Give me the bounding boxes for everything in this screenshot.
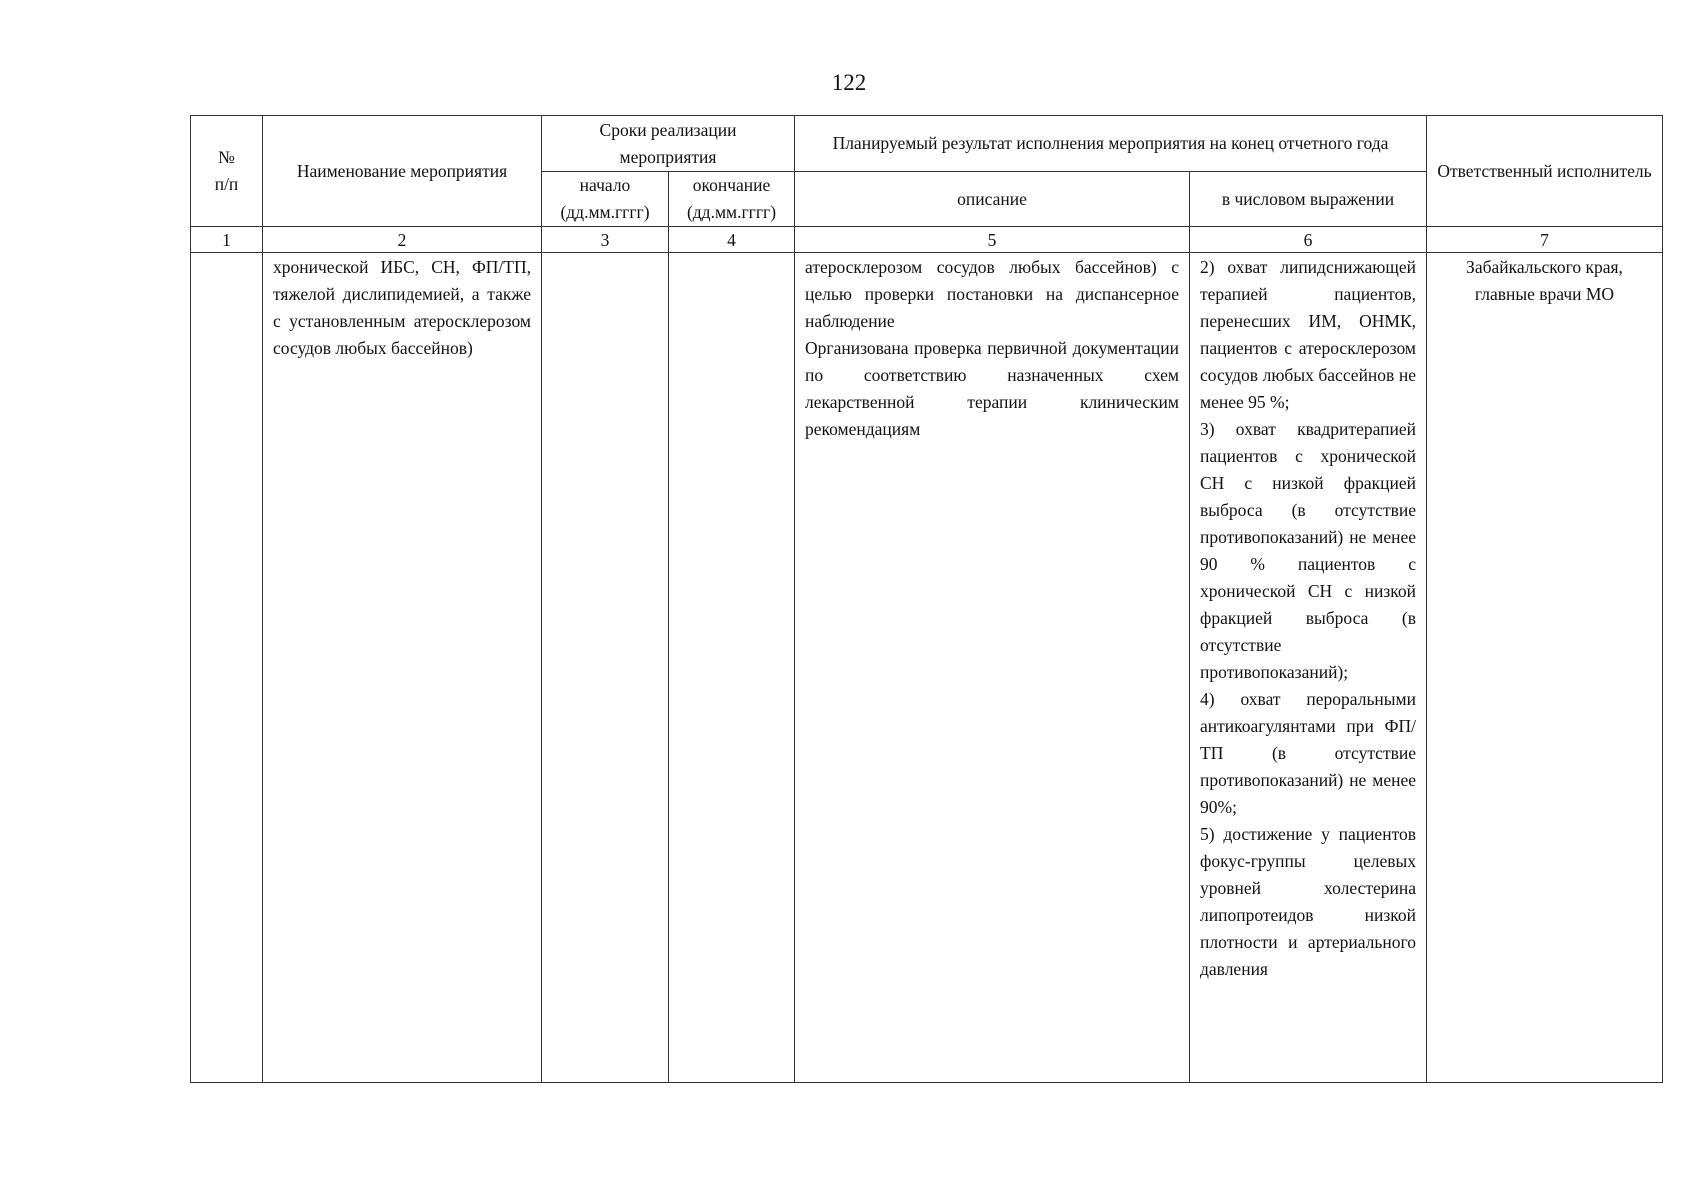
- header-row-top: [191, 116, 1663, 172]
- column-number-1: 1: [191, 227, 263, 253]
- cell-responsible: Забайкальского края, главные врачи МО: [1427, 253, 1663, 1083]
- header-numeric: [1190, 172, 1427, 227]
- numeric-item-2: 2) охват липидснижающей терапией пациентов, перенесших ИМ, ОНМК, пациентов с атеросклерозом сосудов любых бассейнов не менее 95 %;: [1200, 257, 1416, 412]
- numeric-item-4: 4) охват пероральными антикоагулянтами при ФП/ТП (в отсутствие противопоказаний) не менее 90%;: [1200, 689, 1416, 817]
- header-start-label: начало (дд.мм.гггг): [560, 175, 650, 222]
- cell-start-date: [542, 253, 669, 1083]
- cell-description: [795, 253, 1190, 1083]
- header-description-label: описание: [957, 188, 1027, 209]
- header-name: [263, 116, 542, 227]
- header-start: [542, 172, 669, 227]
- header-result-label: Планируемый результат исполнения мероприятия на конец отчетного года: [832, 133, 1389, 153]
- header-responsible: [1427, 116, 1663, 227]
- column-number-6: 6: [1190, 227, 1427, 253]
- header-responsible-label: Ответственный исполнитель: [1437, 160, 1652, 181]
- table-row: [191, 253, 1663, 1083]
- header-end: [669, 172, 795, 227]
- column-number-4: 4: [669, 227, 795, 253]
- cell-numeric-result: [1190, 253, 1427, 1083]
- numeric-item-5: 5) достижение у пациентов фокус-группы целевых уровней холестерина липопротеидов низкой плотности и артериального давления: [1200, 824, 1416, 979]
- header-number: [191, 116, 263, 227]
- cell-end-date: [669, 253, 795, 1083]
- column-number-5: 5: [795, 227, 1190, 253]
- header-number-label: № п/п: [214, 147, 239, 194]
- description-paragraph-2: Организована проверка первичной документации по соответствию назначенных схем лекарственной терапии клиническим рекомендациям: [805, 338, 1179, 439]
- column-number-3: 3: [542, 227, 669, 253]
- plan-table: [190, 115, 1663, 1083]
- header-description: [795, 172, 1190, 227]
- cell-number: [191, 253, 263, 1083]
- cell-activity-name: хронической ИБС, СН, ФП/ТП, тяжелой дислипидемией, а также с установленным атеросклерозом сосудов любых бассейнов): [263, 253, 542, 1083]
- column-number-2: 2: [263, 227, 542, 253]
- header-numeric-label: в числовом выражении: [1221, 188, 1395, 209]
- header-terms-label: Сроки реализации мероприятия: [599, 119, 737, 167]
- column-number-row: [191, 227, 1663, 253]
- header-name-label: Наименование мероприятия: [296, 160, 508, 181]
- page-number: 122: [831, 70, 867, 95]
- description-paragraph-1: атеросклерозом сосудов любых бассейнов) с целью проверки постановки на диспансерное наблюдение: [805, 257, 1179, 331]
- header-end-label: окончание (дд.мм.гггг): [686, 175, 777, 222]
- column-number-7: 7: [1427, 227, 1663, 253]
- header-result: [795, 116, 1427, 172]
- header-terms: [542, 116, 795, 172]
- numeric-item-3: 3) охват квадритерапией пациентов с хронической СН с низкой фракцией выброса (в отсутствие противопоказаний) не менее 90 % пациентов с хронической СН с низкой фракцией выброса (в отсутствие противопоказаний);: [1200, 419, 1416, 682]
